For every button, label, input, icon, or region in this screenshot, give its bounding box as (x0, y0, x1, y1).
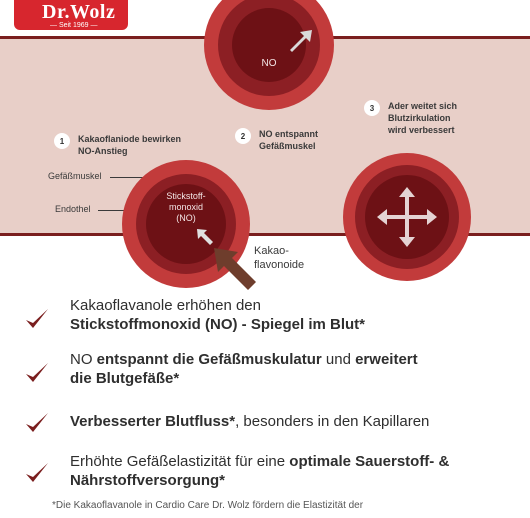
benefit-text (70, 412, 510, 431)
benefit-text (70, 350, 510, 388)
step-text: Kakaoflaniode bewirken NO-Anstieg (78, 134, 182, 156)
benefit-text-regular: und (321, 351, 356, 368)
benefit-text (70, 452, 510, 490)
benefit-text-bold: erweitert (355, 351, 418, 368)
step-text: NO entspannt Gefäßmuskel (259, 129, 319, 151)
benefit-text-regular: Erhöhte Gefäßelastizität für eine (70, 453, 290, 470)
endothelium-label: Endothel (55, 204, 91, 214)
step-2 (235, 128, 318, 152)
vessel-cross-section-right (343, 153, 471, 281)
step-number: 2 (235, 128, 251, 144)
benefit-text-regular: , besonders in den Kapillaren (235, 413, 430, 430)
checkmark-icon (24, 410, 50, 436)
muscle-layer-label: Gefäßmuskel (48, 171, 102, 181)
flavonoid-label: Kakao- flavonoide (254, 245, 305, 271)
benefit-text-regular: Kakaoflavanole erhöhen den (70, 297, 261, 314)
step-text: Ader weitet sich Blutzirkulation wird verbessert (388, 101, 458, 135)
benefit-text (70, 296, 510, 334)
footnote: *Die Kakaoflavanole in Cardio Care Dr. Wolz fördern die Elastizität der (52, 500, 364, 511)
benefit-text-bold: entspannt die Gefäßmuskulatur (96, 351, 322, 368)
nitric-oxide-label: Stickstoff- monoxid (NO) (166, 191, 206, 223)
step-number: 3 (364, 100, 380, 116)
arrow-up-right-icon (286, 26, 316, 56)
arrow-up-left-icon (194, 226, 216, 248)
checkmark-icon (24, 306, 50, 332)
brand-logo (14, 0, 128, 30)
benefit-text-bold: Stickstoffmonoxid (NO) - Spiegel im Blut* (70, 316, 366, 333)
checkmark-icon (24, 360, 50, 386)
flavonoid-arrow-icon (212, 246, 258, 292)
benefit-text-bold: optimale Sauerstoff- & (289, 453, 450, 470)
benefit-text-bold: Nährstoffversorgung* (70, 472, 226, 489)
benefit-text-bold: die Blutgefäße* (70, 370, 180, 387)
brand-tagline: — Seit 1969 — (50, 22, 98, 29)
benefit-text-bold: Verbesserter Blutfluss* (70, 413, 236, 430)
no-label: NO (261, 58, 277, 69)
step-number: 1 (54, 133, 70, 149)
step-3 (364, 100, 457, 136)
four-way-arrow-icon (375, 185, 439, 249)
checkmark-icon (24, 460, 50, 486)
benefit-text-regular: NO (70, 351, 97, 368)
brand-name: Dr.Wolz (42, 1, 116, 23)
step-1 (54, 133, 181, 157)
